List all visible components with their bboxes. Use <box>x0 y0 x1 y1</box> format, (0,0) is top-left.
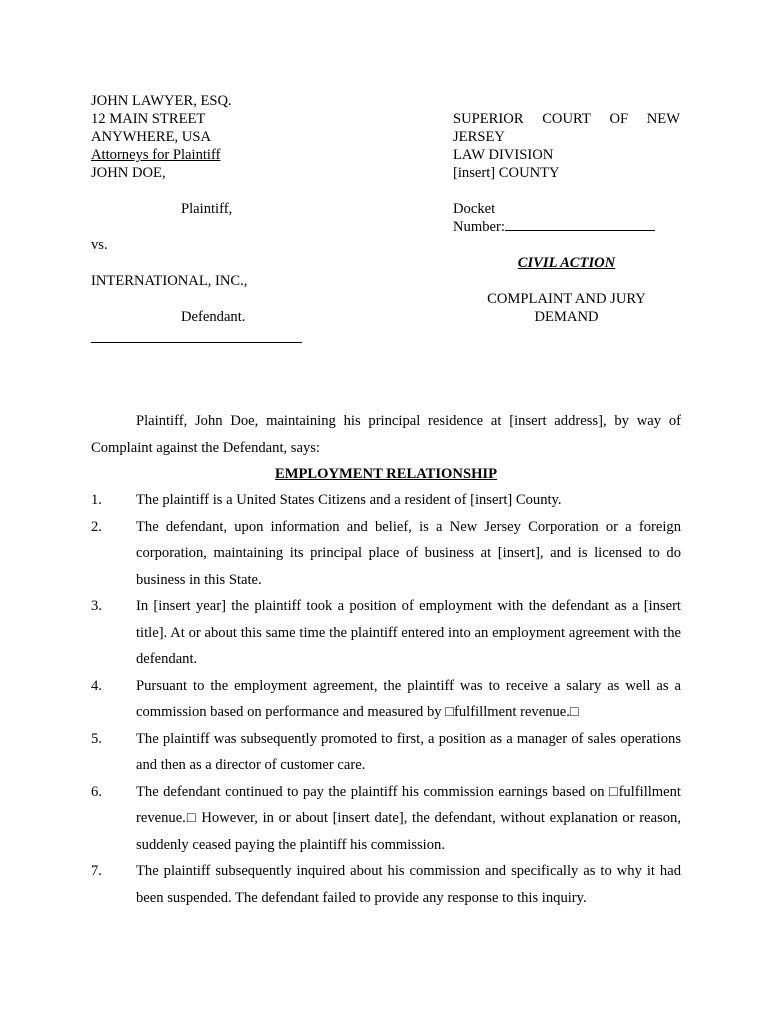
paragraph-number: 2. <box>91 518 102 535</box>
numbered-paragraph <box>91 593 681 673</box>
attorneys-for-label: Attorneys for Plaintiff <box>91 147 221 163</box>
caption-left <box>91 92 391 326</box>
court-word: SUPERIOR <box>453 111 524 127</box>
docket-number-label: Number: <box>453 219 505 235</box>
attorney-name: JOHN LAWYER, ESQ. <box>91 93 232 109</box>
numbered-paragraph <box>91 487 681 514</box>
complaint-title-line1: COMPLAINT AND JURY <box>487 291 646 307</box>
court-word: OF <box>609 111 629 127</box>
court-division: LAW DIVISION <box>453 147 554 163</box>
paragraph-text: The plaintiff subsequently inquired about his commission and specifically as to why it had been suspended. The defendant failed to provide any response to this inquiry. <box>136 863 681 906</box>
paragraph-text: Pursuant to the employment agreement, the plaintiff was to receive a salary as well as a commission based on performance and measured by □fulfillment revenue.□ <box>136 677 681 720</box>
paragraph-text: The plaintiff is a United States Citizens and a resident of [insert] County. <box>136 492 562 508</box>
plaintiff-role: Plaintiff, <box>181 201 233 217</box>
defendant-role: Defendant. <box>181 309 246 325</box>
court-name-line2: JERSEY <box>453 129 505 145</box>
paragraph-text: The defendant, upon information and belief, is a New Jersey Corporation or a foreign corporation, maintaining its principal place of business at [insert], and is licensed to do business in this State. <box>136 518 681 588</box>
complaint-body <box>91 408 681 911</box>
court-word: NEW <box>646 111 680 127</box>
numbered-paragraph <box>91 514 681 594</box>
paragraph-number: 3. <box>91 598 102 614</box>
plaintiff-name: JOHN DOE, <box>91 165 166 181</box>
docket-number-line <box>453 218 680 236</box>
court-county: [insert] COUNTY <box>453 165 560 181</box>
court-word: COURT <box>542 111 591 127</box>
civil-action-heading: CIVIL ACTION <box>517 255 616 271</box>
numbered-paragraph <box>91 858 681 911</box>
paragraph-number: 5. <box>91 730 102 747</box>
paragraph-text: The plaintiff was subsequently promoted to first, a position as a manager of sales operations and then as a director of customer care. <box>136 730 681 773</box>
paragraph-number: 4. <box>91 677 102 694</box>
versus: vs. <box>91 237 108 253</box>
paragraph-number: 6. <box>91 783 102 800</box>
paragraph-text: In [insert year] the plaintiff took a position of employment with the defendant as a [insert title]. At or about this same time the plaintiff entered into an employment agreement with the defendant. <box>136 598 681 667</box>
docket-number-blank <box>505 218 655 231</box>
intro-paragraph: Plaintiff, John Doe, maintaining his principal residence at [insert address], by way of Complaint against the Defendant, says: <box>91 413 681 456</box>
complaint-title-line2: DEMAND <box>534 309 599 325</box>
attorney-city: ANYWHERE, USA <box>91 129 211 145</box>
caption-right <box>453 110 680 326</box>
defendant-name: INTERNATIONAL, INC., <box>91 273 248 289</box>
numbered-paragraph <box>91 779 681 859</box>
court-name-line <box>453 110 680 128</box>
paragraph-number: 1. <box>91 492 102 508</box>
numbered-paragraph <box>91 726 681 779</box>
attorney-street: 12 MAIN STREET <box>91 111 206 127</box>
numbered-paragraph <box>91 673 681 726</box>
section-heading: EMPLOYMENT RELATIONSHIP <box>274 466 498 482</box>
caption-divider-line <box>91 342 302 343</box>
paragraph-text: The defendant continued to pay the plaintiff his commission earnings based on □fulfillment revenue.□ However, in or about [insert date], the defendant, without explanation or reason, suddenly ceased paying the plaintiff his commission. <box>136 783 681 853</box>
paragraph-number: 7. <box>91 863 102 879</box>
docket-label: Docket <box>453 201 496 217</box>
